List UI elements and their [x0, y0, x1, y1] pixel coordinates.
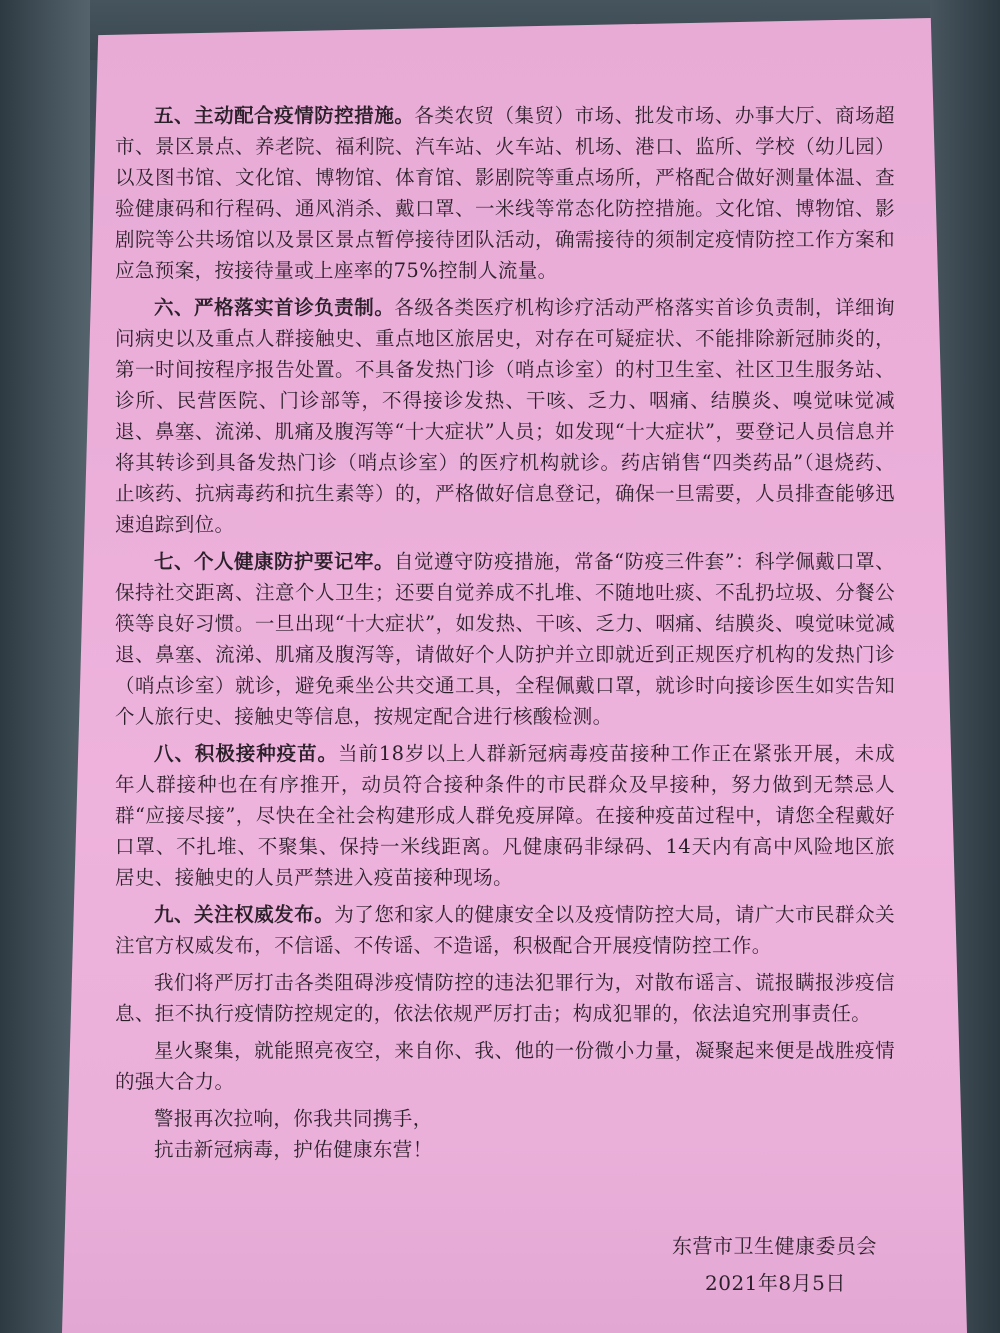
section-7 — [115, 546, 895, 732]
section-9-body: 为了您和家人的健康安全以及疫情防控大局，请广大市民群众关注官方权威发布，不信谣、不传谣、不造谣，积极配合开展疫情防控工作。 — [115, 903, 895, 957]
section-6 — [115, 292, 895, 540]
section-6-heading: 六、严格落实首诊负责制。 — [154, 296, 395, 319]
closing-line-2: 抗击新冠病毒，护佑健康东营！ — [154, 1138, 433, 1161]
closing-line-1: 警报再次拉响，你我共同携手， — [154, 1107, 433, 1130]
section-5-heading: 五、主动配合疫情防控措施。 — [154, 104, 415, 127]
section-6-body: 各级各类医疗机构诊疗活动严格落实首诊负责制，详细询问病史以及重点人群接触史、重点地区旅居史，对存在可疑症状、不能排除新冠肺炎的，第一时间按程序报告处置。不具备发热门诊（哨点诊室）的村卫生室、社区卫生服务站、诊所、民营医院、门诊部等，不得接诊发热、干咳、乏力、咽痛、结膜炎、嗅觉味觉减退、鼻塞、流涕、肌痛及腹泻等“十大症状”人员；如发现“十大症状”，要登记人员信息并将其转诊到具备发热门诊（哨点诊室）的医疗机构就诊。药店销售“四类药品”（退烧药、止咳药、抗病毒药和抗生素等）的，严格做好信息登记，确保一旦需要，人员排查能够迅速追踪到位。 — [115, 296, 895, 536]
paragraph-unity: 星火聚集，就能照亮夜空，来自你、我、他的一份微小力量，凝聚起来便是战胜疫情的强大合力。 — [115, 1039, 895, 1093]
section-8 — [115, 738, 895, 893]
section-9-heading: 九、关注权威发布。 — [154, 903, 335, 926]
signature-organization: 东营市卫生健康委员会 — [672, 1234, 877, 1258]
section-7-heading: 七、个人健康防护要记牢。 — [154, 550, 395, 573]
signature-date: 2021年8月5日 — [705, 1271, 846, 1295]
section-5-body: 各类农贸（集贸）市场、批发市场、办事大厅、商场超市、景区景点、养老院、福利院、汽车站、火车站、机场、港口、监所、学校（幼儿园）以及图书馆、文化馆、博物馆、体育馆、影剧院等重点场所，严格配合做好测量体温、查验健康码和行程码、通风消杀、戴口罩、一米线等常态化防控措施。文化馆、博物馆、影剧院等公共场馆以及景区景点暂停接待团队活动，确需接待的须制定疫情防控工作方案和应急预案，按接待量或上座率的75%控制人流量。 — [115, 104, 896, 282]
section-8-body: 当前18岁以上人群新冠病毒疫苗接种工作正在紧张开展，未成年人群接种也在有序推开，动员符合接种条件的市民群众及早接种，努力做到无禁忌人群“应接尽接”，尽快在全社会构建形成人群免疫屏障。在接种疫苗过程中，请您全程戴好口罩、不扎堆、不聚集、保持一米线距离。凡健康码非绿码、14天内有高中风险地区旅居史、接触史的人员严禁进入疫苗接种现场。 — [115, 742, 896, 889]
section-9 — [115, 899, 895, 961]
section-7-body: 自觉遵守防疫措施，常备“防疫三件套”：科学佩戴口罩、保持社交距离、注意个人卫生；还要自觉养成不扎堆、不随地吐痰、不乱扔垃圾、分餐公筷等良好习惯。一旦出现“十大症状”，如发热、干咳、乏力、咽痛、结膜炎、嗅觉味觉减退、鼻塞、流涕、肌痛及腹泻等，请做好个人防护并立即就近到正规医疗机构的发热门诊（哨点诊室）就诊，避免乘坐公共交通工具，全程佩戴口罩，就诊时向接诊医生如实告知个人旅行史、接触史等信息，按规定配合进行核酸检测。 — [115, 550, 895, 728]
paragraph-crackdown: 我们将严厉打击各类阻碍涉疫情防控的违法犯罪行为，对散布谣言、谎报瞒报涉疫信息、拒不执行疫情防控规定的，依法依规严厉打击；构成犯罪的，依法追究刑事责任。 — [115, 971, 895, 1025]
section-8-heading: 八、积极接种疫苗。 — [154, 742, 338, 765]
section-5 — [115, 100, 895, 286]
document-body — [115, 100, 895, 1165]
